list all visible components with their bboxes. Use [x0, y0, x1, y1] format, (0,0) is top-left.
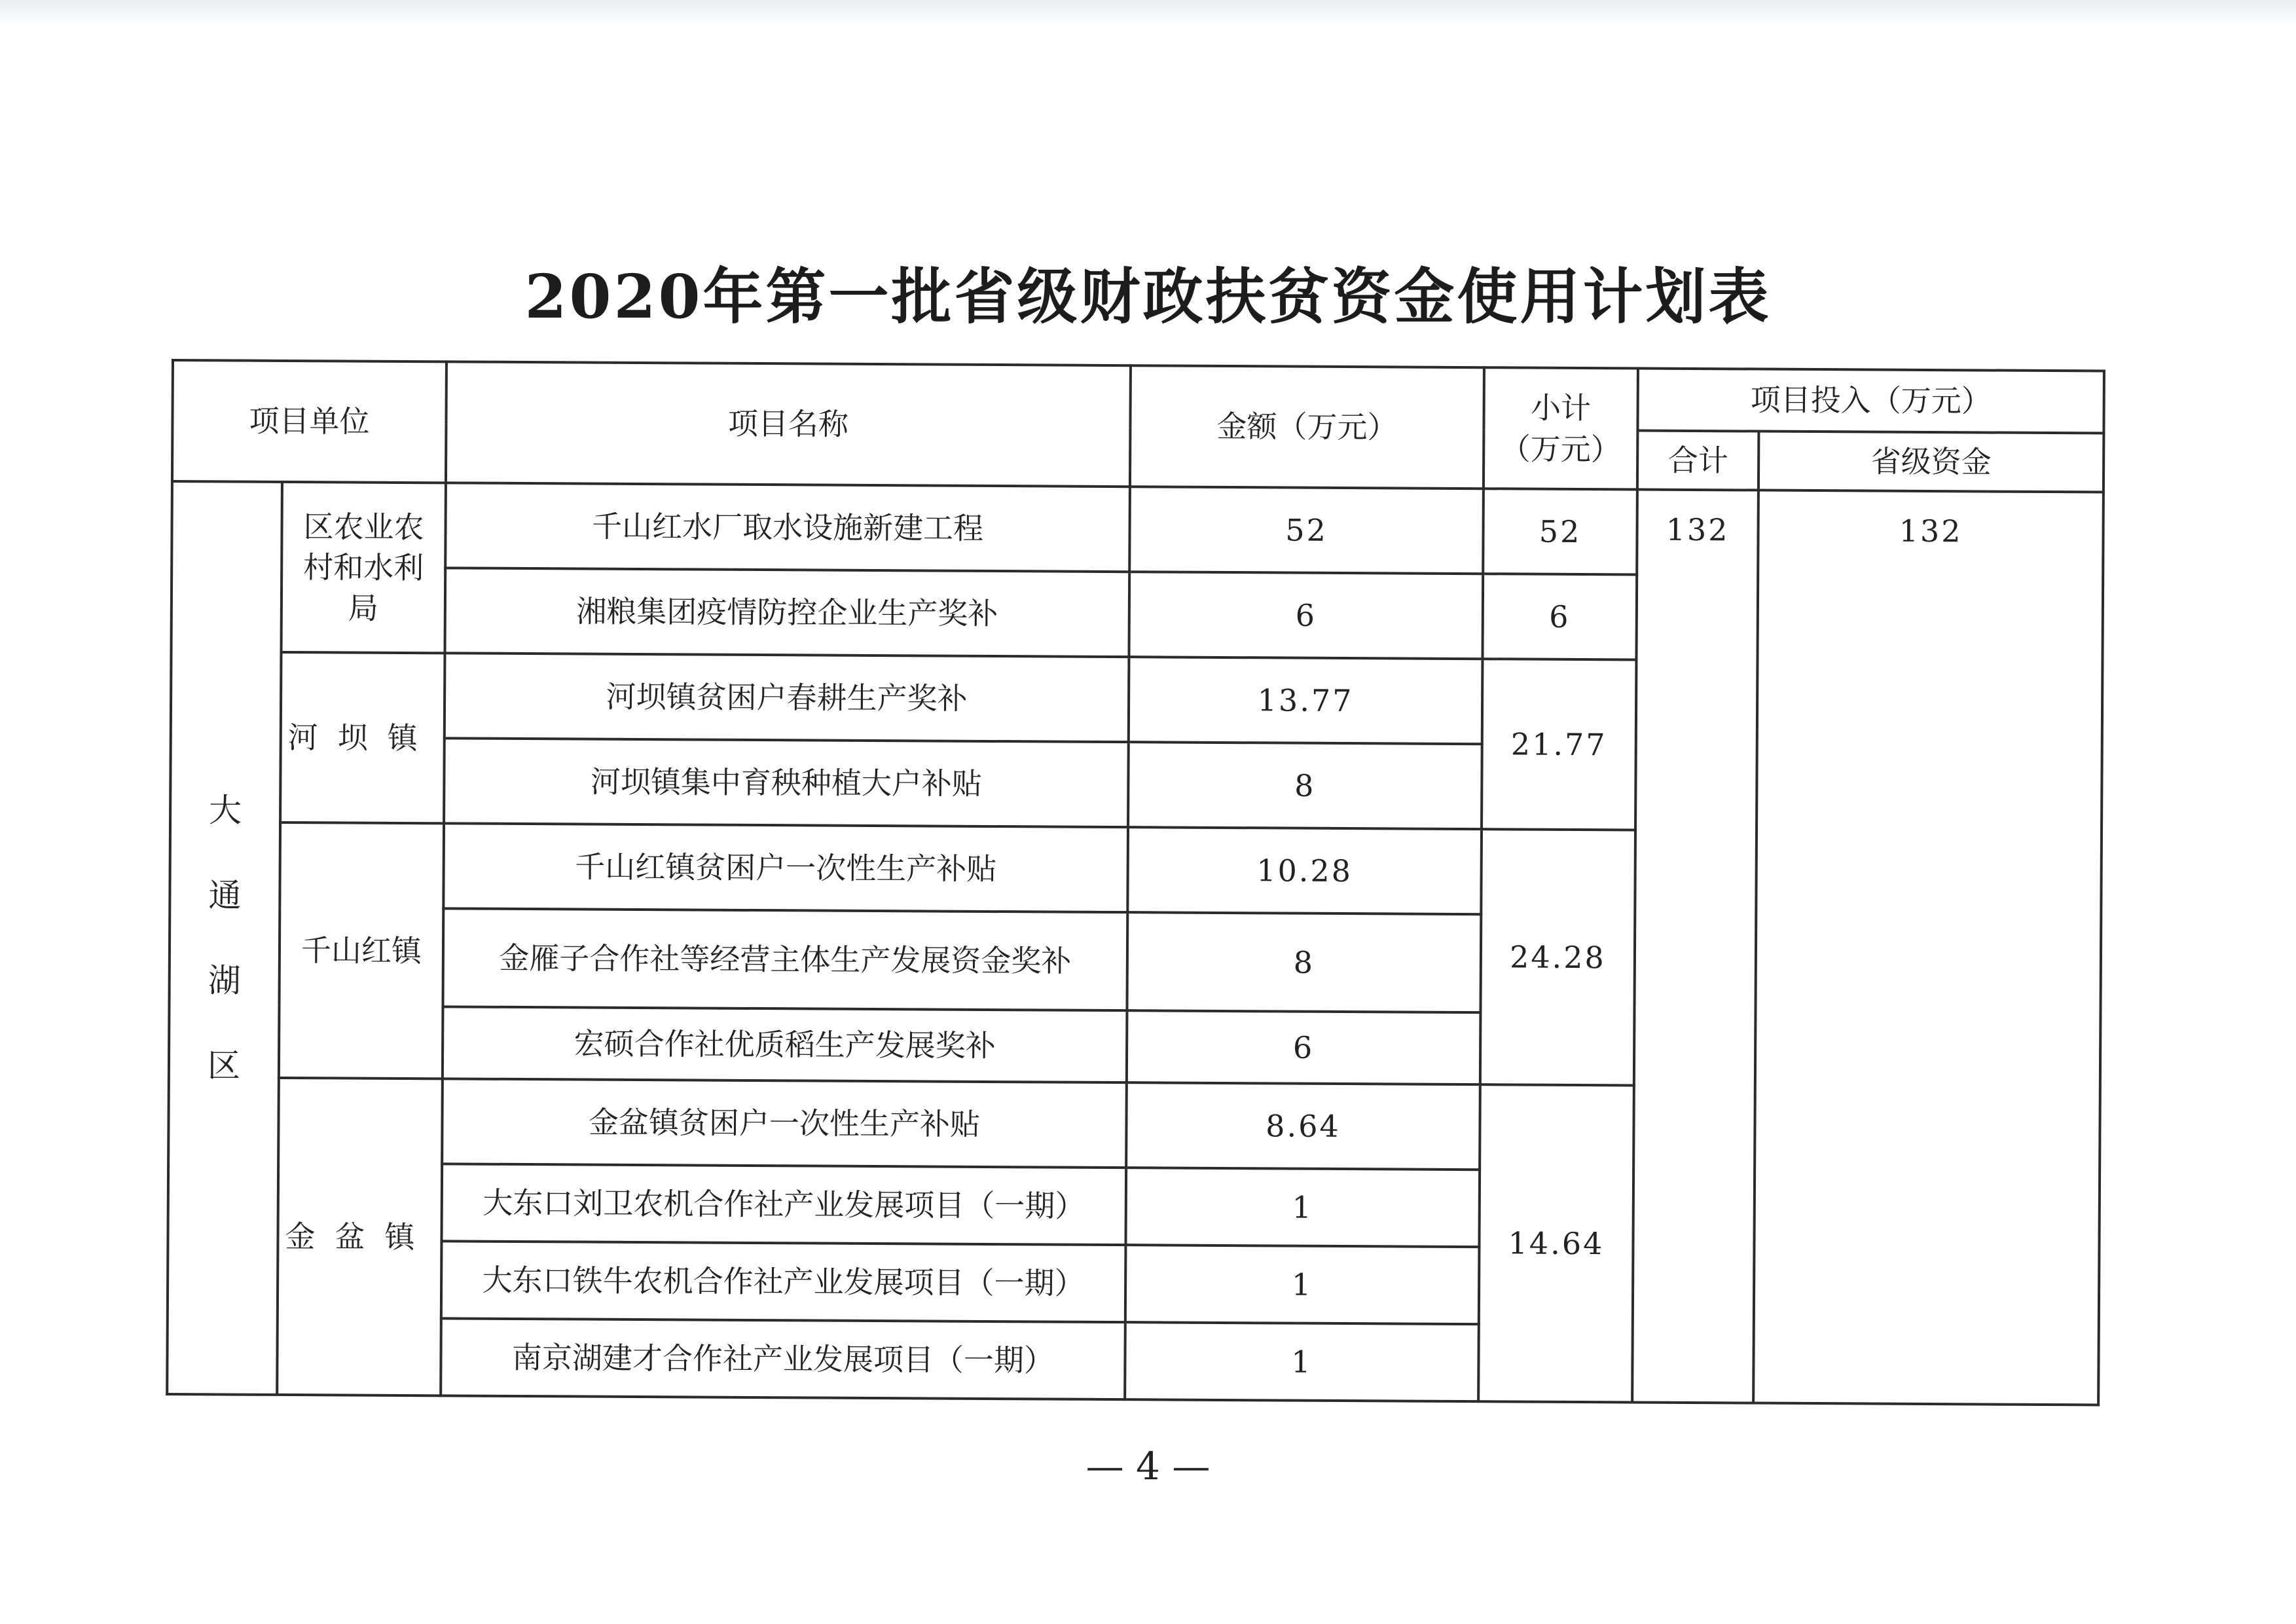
- unit-cell: 千山红镇: [279, 822, 444, 1079]
- header-investment: 项目投入（万元）: [1637, 369, 2104, 434]
- subtotal-cell: 21.77: [1482, 659, 1636, 830]
- item-name: 河坝镇集中育秧种植大户补贴: [444, 738, 1129, 827]
- subtotal-cell: 24.28: [1480, 829, 1635, 1085]
- district-char: 通: [208, 876, 242, 915]
- header-subtotal: [1484, 367, 1638, 489]
- header-total: 合计: [1637, 431, 1758, 490]
- district-char: 大: [208, 791, 242, 830]
- investment-total: 132: [1632, 490, 1758, 1403]
- item-amount: 13.77: [1129, 657, 1483, 744]
- page-number: — 4 —: [1085, 1444, 1211, 1488]
- document-title: 2020年第一批省级财政扶贫资金使用计划表: [524, 261, 1772, 332]
- item-name: 大东口铁牛农机合作社产业发展项目（一期）: [441, 1241, 1126, 1322]
- subtotal-cell: 52: [1483, 489, 1637, 574]
- subtotal-cell: 6: [1482, 574, 1637, 659]
- investment-provincial: 132: [1753, 490, 2104, 1405]
- header-name: 项目名称: [446, 361, 1131, 487]
- header-provincial: 省级资金: [1758, 432, 2104, 492]
- item-amount: 52: [1129, 487, 1484, 574]
- subtotal-cell: 14.64: [1478, 1084, 1634, 1402]
- district-char: 湖: [208, 961, 241, 1000]
- item-name: 大东口刘卫农机合作社产业发展项目（一期）: [441, 1164, 1126, 1245]
- header-subtotal-line1: 小计: [1530, 390, 1592, 426]
- item-amount: 8.64: [1126, 1082, 1480, 1170]
- item-name: 金盆镇贫困户一次性生产补贴: [442, 1079, 1127, 1168]
- item-name: 金雁子合作社等经营主体生产发展资金奖补: [443, 908, 1127, 1010]
- item-amount: 1: [1125, 1168, 1480, 1247]
- unit-cell: 河坝镇: [280, 652, 445, 823]
- item-amount: 1: [1125, 1322, 1479, 1401]
- item-amount: 8: [1127, 912, 1481, 1012]
- item-amount: 8: [1128, 742, 1482, 829]
- item-amount: 10.28: [1127, 827, 1482, 914]
- district-cell: [167, 481, 282, 1395]
- header-amount: 金额（万元）: [1130, 365, 1484, 489]
- unit-cell: 区农业农村和水利局: [282, 482, 446, 653]
- item-name: 南京湖建才合作社产业发展项目（一期）: [441, 1318, 1125, 1399]
- item-name: 千山红水厂取水设施新建工程: [445, 483, 1130, 572]
- item-amount: 1: [1125, 1245, 1480, 1324]
- district-char: 区: [207, 1046, 241, 1085]
- item-name: 宏硕合作社优质稻生产发展奖补: [443, 1006, 1127, 1082]
- header-row-1: [172, 360, 2104, 433]
- funding-plan-table: [166, 359, 2105, 1406]
- table-row: [172, 481, 2104, 577]
- unit-cell: 金盆镇: [277, 1078, 443, 1395]
- item-name: 千山红镇贫困户一次性生产补贴: [443, 823, 1128, 912]
- item-name: 湘粮集团疫情防控企业生产奖补: [445, 568, 1129, 657]
- item-name: 河坝镇贫困户春耕生产奖补: [445, 653, 1129, 742]
- header-subtotal-line2: （万元）: [1500, 430, 1621, 467]
- item-amount: 6: [1129, 572, 1483, 659]
- header-unit: 项目单位: [172, 360, 446, 483]
- scan-edge: [0, 0, 2296, 26]
- item-amount: 6: [1127, 1010, 1481, 1084]
